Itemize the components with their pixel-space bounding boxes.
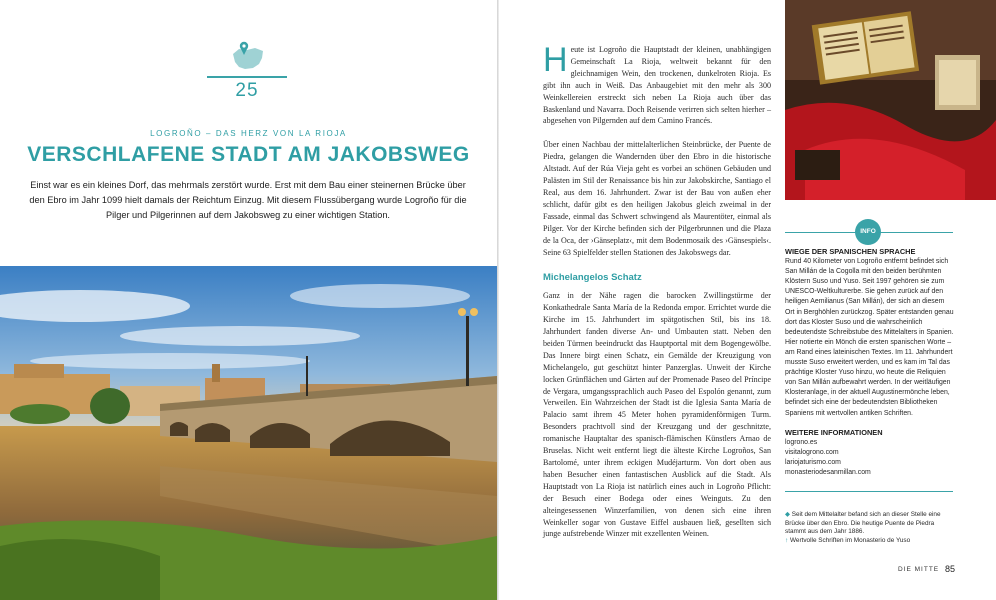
spain-map-pin-icon (229, 40, 267, 74)
info-box (785, 247, 955, 478)
chapter-number: 25 (235, 80, 259, 101)
links-title: WEITERE INFORMATIONEN (785, 427, 883, 437)
kicker: LOGROÑO – DAS HERZ VON LA RIOJA (150, 129, 347, 138)
headline: VERSCHLAFENE STADT AM JAKOBSWEG (27, 143, 470, 166)
bridge-photo (0, 266, 497, 600)
page-number: 85 (945, 564, 956, 574)
subheading: Michelangelos Schatz (543, 272, 642, 284)
caption-arrow-up-icon: ↑ (785, 536, 789, 544)
manuscript-photo (785, 0, 996, 200)
photo-captions (785, 511, 955, 545)
link-logrono[interactable]: logrono.es (785, 438, 818, 446)
left-page (0, 0, 497, 600)
caption-arrow-left-icon: ◆ (785, 511, 790, 518)
footer-section-label: DIE MITTE (898, 566, 940, 573)
info-badge: INFO (855, 219, 881, 245)
body-paragraph-1: eute ist Logroño die Hauptstadt der kleinen, unabhängigen Gemeinschaft La Rioja, weltweit bekannt für den gleichnamigen Wein, den trockenen, dunkelroten Rioja. Es gibt ihn auch in Weiß. Das Anbaugebiet mit den mehr als 300 Weinkellereien erstreckt sich neben La Rioja auch über das Baskenland und Navarra. Doch Reisende verirren sich selten hierher – abgesehen von Pilgernden auf dem Camino Francés. (543, 45, 771, 126)
caption-2: Wertvolle Schriften im Monasterio de Yuso (789, 536, 911, 544)
info-links (785, 438, 955, 478)
info-title: WIEGE DER SPANISCHEN SPRACHE (785, 247, 916, 256)
link-lariojaturismo[interactable]: lariojaturismo.com (785, 458, 841, 466)
link-monasterio[interactable]: monasteriodesanmillan.com (785, 468, 871, 476)
dropcap: H (543, 41, 568, 79)
link-visitalogrono[interactable]: visitalogrono.com (785, 448, 839, 456)
body-column (543, 41, 771, 540)
body-paragraph-2: Über einen Nachbau der mittelalterlichen Steinbrücke, der Puente de Piedra, gelangen die Wandernden über den Ebro in die historische Altstadt. Auf der Rúa Vieja geht es vorbei an schönen Gebäuden und Palästen im Stil der Renaissance bis hin zur Jakobskirche, Santiago el Real, aus dem 16. Jahrhundert. Zwar ist der Bau von außen eher schlicht, dafür gibt es den heiligen Jakobus gleich zweimal in der Fassade, einmal das Schwert schwingend als Maurentöter, einmal als Pilger. Vor der Kirche befinden sich der Pilgerbrunnen und die Plaza de la Oca, der ›Gänseplatz‹, mit dem Bodenmosaik des ›Gänsespiels‹. Seine 63 Spielfelder stellen Stationen des Jakobswegs dar. (543, 140, 771, 257)
info-text: Rund 40 Kilometer von Logroño entfernt befindet sich San Millán de la Cogolla mit den beiden berühmten Klöstern Suso und Yuso. Seit 1997 gehören sie zum UNESCO-Weltkulturerbe. Sie gehen zurück auf den heiligen Aemilianus (San Millán), der sich an diesem Ort in Berghöhlen zurückzog. Später entstanden genau dort das Kloster Suso und die wahrscheinlich bedeutendste Schreibstube des Mittelalters in Spanien. Hier notierte ein Mönch die ersten spanischen Worte – am Rand eines lateinischen Textes. Im 11. Jahrhundert musste Suso erweitert werden, und es kam im Tal das prächtige Kloster Yuso hinzu, wo heute die Reliquien von San Millán aufbewahrt werden. In der weitläufigen Klosteranlage, in der aktuell Augustinermönche leben, befindet sich eine der bedeutendsten Bibliotheken Spaniens mit wertvollen antiken Schriften. (785, 258, 954, 417)
info-rule-bottom (785, 491, 953, 492)
body-paragraph-3: Ganz in der Nähe ragen die barocken Zwillingstürme der Konkathedrale Santa María de la Redonda empor. Errichtet wurde die Kirche im 15. Jahrhundert im spätgotischen Stil, bis ins 18. Jahrhundert fanden diverse An- und Umbauten statt. Neben den beiden Türmen beeindruckt das Hauptportal mit dem Bogengewölbe. Das Innere birgt einen Schatz, ein Gemälde der Kreuzigung von Michelangelo, gut geschützt hinter Panzerglas. Unweit der Kirche locken Grünflächen und Gärten auf der Promenade Paseo del Príncipe de Vergara, umgangssprachlich auch Paseo del Espolón genannt, zum Verweilen. Ein Wahrzeichen der Stadt ist die Iglesia Santa María de Palacio samt ihrem 45 Meter hohen pyramidenförmigen Turm. Besonders prachtvoll sind der Kreuzgang und der geschnitzte, romanische Hauptaltar des spanisch-flämischen Künstlers Arnao de Bruselas. Nicht weit entfernt liegt die älteste Kirche Logroños, San Bartolomé, unter ihrem eckigen Mudéjarturm. Von dort oben aus haben Besucher einen fantastischen Ausblick auf die Stadt. Als Hauptstadt von La Rioja ist natürlich eines auch in Logroño Pflicht: der Besuch einer Bodega oder eines Weinguts. Zu den alteingesessenen Winzerfamilien, von denen sich eine ihren Weinkeller sogar von Gustave Eiffel ausbauen ließ, gesellten sich junge aufstrebende Winzer mit exzellenten Weinen. (543, 291, 771, 539)
caption-1: Seit dem Mittelalter befand sich an dieser Stelle eine Brücke über den Ebro. Die heutige Puente de Piedra stammt aus dem Jahr 1886. (785, 511, 941, 536)
chapter-rule (207, 76, 287, 78)
page-gutter (497, 0, 499, 600)
intro-text: Einst war es ein kleines Dorf, das mehrmals zerstört wurde. Erst mit dem Bau einer steinernen Brücke über den Ebro im Jahr 1099 hielt damals der Reichtum Einzug. Mit diesem Flussübergang wurde Logroño für die Pilger und Pilgerinnen auf dem Jakobsweg zu einer wichtigen Station. (29, 180, 467, 220)
